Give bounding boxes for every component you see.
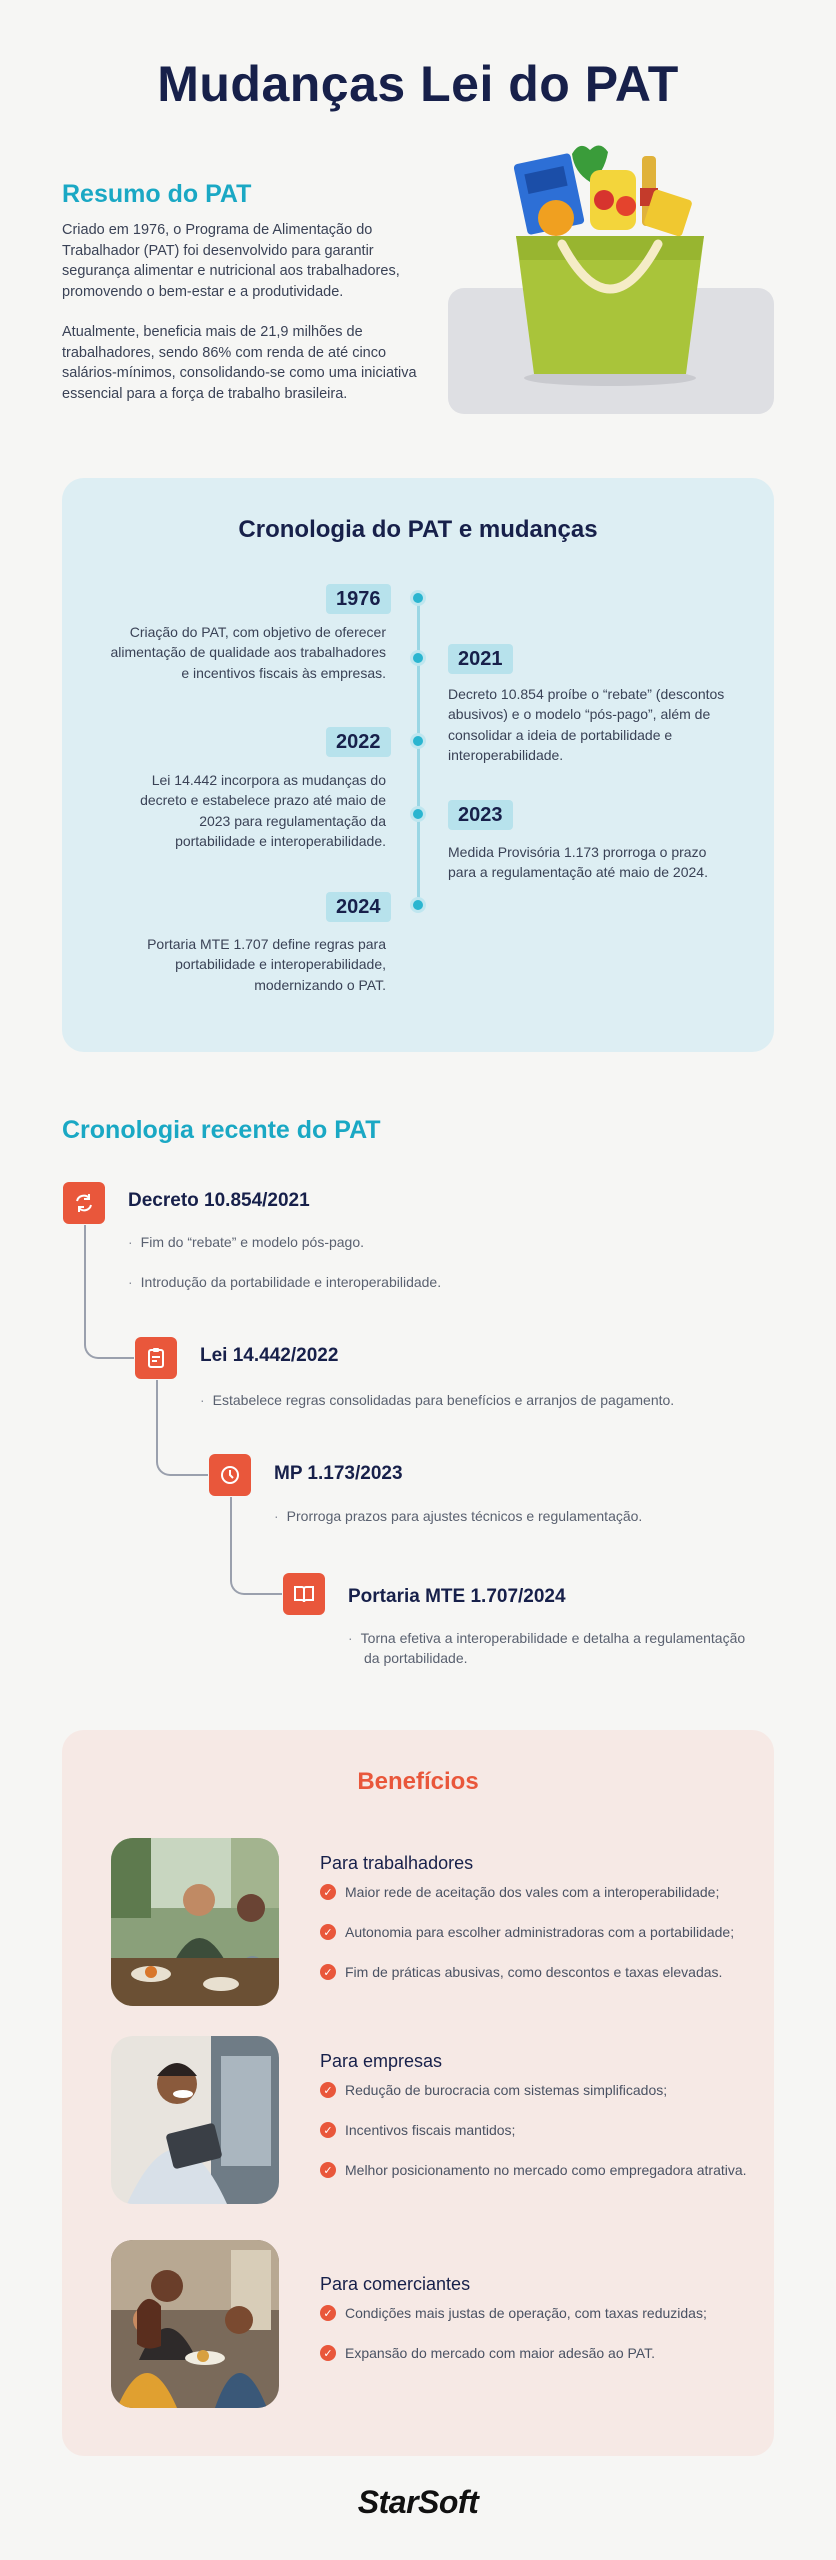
check-icon: ✓: [320, 2305, 336, 2321]
summary-heading: Resumo do PAT: [62, 180, 252, 208]
recent-heading: Cronologia recente do PAT: [62, 1116, 381, 1144]
starsoft-logo: StarSoft: [357, 2484, 479, 2520]
merchants-photo: [111, 2240, 279, 2408]
recent-bullet-continuation: da portabilidade.: [364, 1650, 468, 1666]
check-icon: ✓: [320, 1964, 336, 1980]
clock-icon: [209, 1454, 251, 1496]
benefit-item: ✓ Melhor posicionamento no mercado como empregadora atrativa.: [320, 2162, 747, 2178]
recent-bullet: · Prorroga prazos para ajustes técnicos e regulamentação.: [274, 1506, 642, 1526]
timeline-year-2022: 2022: [326, 727, 391, 757]
timeline-year-1976: 1976: [326, 584, 391, 614]
page-title: Mudanças Lei do PAT: [157, 56, 679, 112]
check-icon: ✓: [320, 1924, 336, 1940]
benefit-group-title-empresas: Para empresas: [320, 2051, 443, 2071]
timeline-text-2021: Decreto 10.854 proíbe o “rebate” (descontos abusivos) e o modelo “pós-pago”, além de consolidar a ideia de portabilidade e interoperabilidade.: [448, 686, 725, 763]
summary-paragraph-2: Atualmente, beneficia mais de 21,9 milhões de trabalhadores, sendo 86% com renda de até cinco salários-mínimos, consolidando-se como uma iniciativa essencial para a força de trabalho brasileira.: [62, 324, 417, 402]
recent-bullet: · Torna efetiva a interoperabilidade e detalha a regulamentação: [348, 1628, 745, 1648]
workers-photo: [111, 1838, 279, 2006]
timeline-year-2021: 2021: [448, 644, 513, 674]
benefit-item: ✓ Redução de burocracia com sistemas simplificados;: [320, 2082, 667, 2098]
cronologia-title: Cronologia do PAT e mudanças: [238, 516, 598, 543]
recent-bullet: · Fim do “rebate” e modelo pós-pago.: [128, 1232, 364, 1252]
clipboard-icon: [135, 1337, 177, 1379]
benefit-group-title-comerciantes: Para comerciantes: [320, 2274, 471, 2294]
benefit-item: ✓ Condições mais justas de operação, com taxas reduzidas;: [320, 2305, 707, 2321]
recent-bullet: · Estabelece regras consolidadas para benefícios e arranjos de pagamento.: [200, 1390, 674, 1410]
benefit-item: ✓ Expansão do mercado com maior adesão ao PAT.: [320, 2345, 655, 2361]
timeline-dot: [410, 590, 426, 606]
summary-paragraph-1: Criado em 1976, o Programa de Alimentação do Trabalhador (PAT) foi desenvolvido para garantir segurança alimentar e nutricional aos trabalhadores, promovendo o bem-estar e a produtividade.: [62, 222, 400, 300]
timeline-text-1976: Criação do PAT, com objetivo de oferecer alimentação de qualidade aos trabalhadores e incentivos fiscais às empresas.: [110, 624, 386, 681]
refresh-icon: [63, 1182, 105, 1224]
benefit-item: ✓ Maior rede de aceitação dos vales com a interoperabilidade;: [320, 1884, 719, 1900]
benefit-item: ✓ Autonomia para escolher administradoras com a portabilidade;: [320, 1924, 734, 1940]
timeline-dot: [410, 897, 426, 913]
check-icon: ✓: [320, 2082, 336, 2098]
companies-photo: [111, 2036, 279, 2204]
benefit-item: ✓ Fim de práticas abusivas, como descontos e taxas elevadas.: [320, 1964, 722, 1980]
timeline-dot: [410, 806, 426, 822]
timeline-dot: [410, 733, 426, 749]
benefits-title: Benefícios: [357, 1768, 479, 1795]
grocery-bag-illustration: [480, 140, 740, 400]
timeline-text-2023: Medida Provisória 1.173 prorroga o prazo para a regulamentação até maio de 2024.: [448, 844, 708, 881]
benefit-item: ✓ Incentivos fiscais mantidos;: [320, 2122, 515, 2138]
check-icon: ✓: [320, 2122, 336, 2138]
timeline-text-2022: Lei 14.442 incorpora as mudanças do decreto e estabelece prazo até maio de 2023 para regulamentação da portabilidade e interoperabilidade.: [140, 772, 386, 849]
recent-title-decreto: Decreto 10.854/2021: [128, 1190, 310, 1211]
recent-title-mp: MP 1.173/2023: [274, 1463, 403, 1484]
timeline-year-2023: 2023: [448, 800, 513, 830]
timeline-line: [417, 596, 420, 908]
benefit-group-title-trabalhadores: Para trabalhadores: [320, 1853, 474, 1873]
check-icon: ✓: [320, 2345, 336, 2361]
timeline-dot: [410, 650, 426, 666]
check-icon: ✓: [320, 2162, 336, 2178]
recent-title-portaria: Portaria MTE 1.707/2024: [348, 1586, 566, 1607]
timeline-year-2024: 2024: [326, 892, 391, 922]
check-icon: ✓: [320, 1884, 336, 1900]
recent-bullet: · Introdução da portabilidade e interoperabilidade.: [128, 1272, 441, 1292]
timeline-text-2024: Portaria MTE 1.707 define regras para portabilidade e interoperabilidade, modernizando o PAT.: [147, 936, 386, 993]
recent-title-lei: Lei 14.442/2022: [200, 1345, 339, 1366]
book-icon: [283, 1573, 325, 1615]
stair-connector: [84, 1225, 134, 1359]
